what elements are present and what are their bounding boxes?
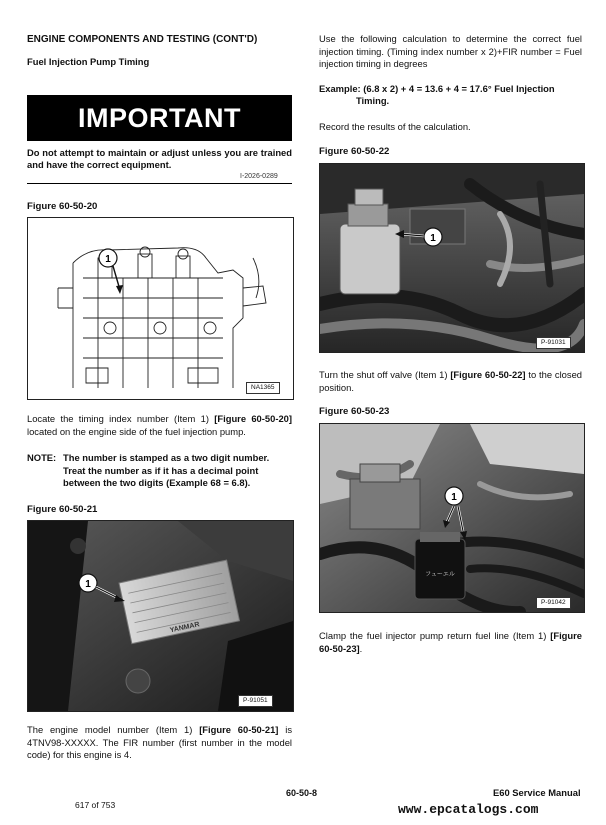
timing-index-text-a: Locate the timing index number (Item 1) bbox=[27, 413, 215, 424]
pump-line-drawing bbox=[28, 218, 293, 399]
note-prefix: NOTE: bbox=[27, 452, 57, 463]
model-number-paragraph bbox=[27, 724, 292, 762]
figure-20-tag: NA1365 bbox=[246, 382, 280, 394]
timing-index-text-b: located on the engine side of the fuel injection pump. bbox=[27, 425, 246, 437]
figure-21-label: Figure 60-50-21 bbox=[27, 504, 98, 515]
plate-brand-text: YANMAR bbox=[169, 621, 201, 635]
important-banner: IMPORTANT bbox=[27, 95, 292, 141]
clamp-line-figure-ref[interactable]: [Figure 60-50-23] bbox=[319, 630, 582, 654]
model-number-text-b: is 4TNV98-XXXXX. The FIR number (first number in the model code) for this engine is 4. bbox=[27, 724, 293, 761]
figure-20-drawing bbox=[27, 217, 294, 400]
figure-23-label: Figure 60-50-23 bbox=[319, 406, 390, 417]
turn-valve-text-a: Turn the shut off valve (Item 1) bbox=[319, 369, 451, 380]
figure-23-callout: 1 bbox=[451, 492, 457, 503]
figure-20-label: Figure 60-50-20 bbox=[27, 201, 98, 212]
clamp-line-paragraph bbox=[319, 630, 582, 655]
important-rule bbox=[27, 183, 292, 184]
note-text: The number is stamped as a two digit number. Treat the number as if it has a decimal point between the two digits (Example 68 = 6.8). bbox=[63, 452, 270, 489]
figure-22-label: Figure 60-50-22 bbox=[319, 146, 390, 157]
filter-label-text: フューエル bbox=[425, 571, 455, 578]
manual-title: E60 Service Manual bbox=[493, 787, 581, 798]
figure-20-callout: 1 bbox=[105, 254, 111, 265]
section-title: ENGINE COMPONENTS AND TESTING (CONT'D) bbox=[27, 34, 258, 45]
calculation-paragraph: Use the following calculation to determine the correct fuel injection timing. (Timing index number x 2)+FIR number = Fuel injection timing in degrees bbox=[319, 33, 582, 70]
model-number-figure-ref[interactable]: [Figure 60-50-21] bbox=[199, 724, 279, 735]
model-number-text-a: The engine model number (Item 1) bbox=[27, 724, 200, 735]
turn-valve-paragraph bbox=[319, 369, 582, 394]
figure-22-photo bbox=[319, 163, 585, 353]
turn-valve-figure-ref[interactable]: [Figure 60-50-22] bbox=[450, 369, 526, 380]
watermark: www.epcatalogs.com bbox=[398, 802, 539, 817]
turn-valve-text-b: to the closed position. bbox=[319, 369, 582, 393]
figure-22-tag: P-91031 bbox=[536, 337, 571, 349]
important-text: Do not attempt to maintain or adjust unless you are trained and have the correct equipment. bbox=[27, 147, 292, 171]
page-number: 60-50-8 bbox=[286, 788, 318, 798]
fuel-return-line-photo bbox=[320, 424, 584, 612]
figure-23-tag: P-91042 bbox=[536, 597, 571, 609]
figure-21-callout: 1 bbox=[85, 579, 91, 590]
example-line-1: Example: (6.8 x 2) + 4 = 13.6 + 4 = 17.6° Fuel Injection bbox=[319, 83, 555, 94]
example-line-2: Timing. bbox=[356, 95, 390, 106]
timing-index-figure-ref[interactable]: [Figure 60-50-20] bbox=[214, 413, 292, 424]
record-paragraph: Record the results of the calculation. bbox=[319, 121, 471, 132]
engine-plate-photo bbox=[28, 521, 293, 711]
important-code: I-2026-0289 bbox=[240, 173, 278, 180]
figure-22-callout: 1 bbox=[430, 233, 436, 244]
subsection-title: Fuel Injection Pump Timing bbox=[27, 56, 150, 67]
figure-23-photo bbox=[319, 423, 585, 613]
timing-index-paragraph bbox=[27, 413, 292, 438]
shutoff-valve-photo bbox=[320, 164, 584, 352]
clamp-line-text-a: Clamp the fuel injector pump return fuel line (Item 1) bbox=[319, 630, 551, 641]
figure-21-tag: P-91051 bbox=[238, 695, 273, 707]
figure-21-photo bbox=[27, 520, 294, 712]
clamp-line-text-b: . bbox=[359, 642, 363, 654]
page-count: 617 of 753 bbox=[75, 800, 116, 810]
